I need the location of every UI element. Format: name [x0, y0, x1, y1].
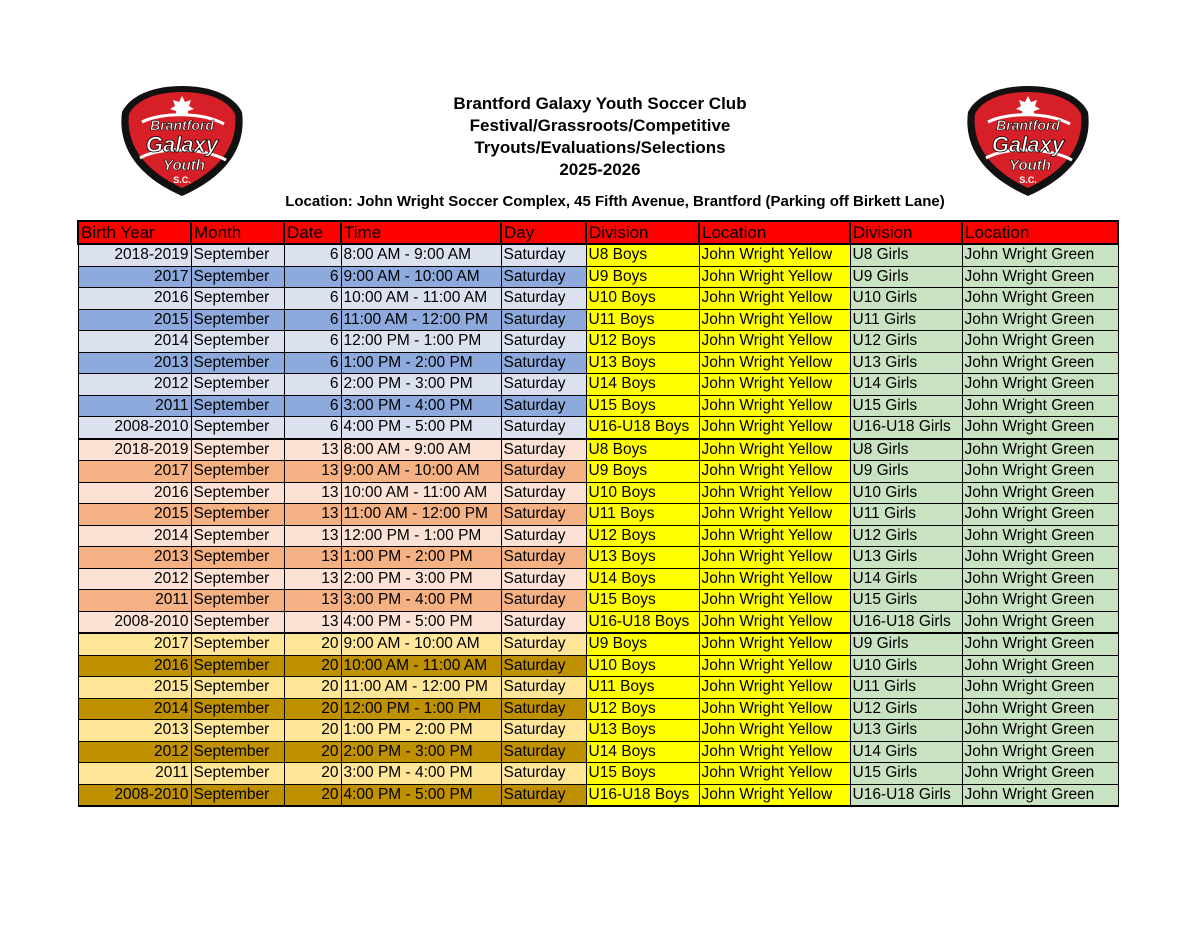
cell-boys-division: U11 Boys — [586, 504, 699, 526]
cell-date: 13 — [284, 461, 341, 483]
table-row — [78, 504, 1118, 526]
cell-girls-location: John Wright Green — [962, 417, 1118, 439]
cell-birth-year: 2013 — [78, 547, 191, 569]
logo-line4: S.C. — [173, 175, 191, 185]
cell-girls-location: John Wright Green — [962, 266, 1118, 288]
cell-day: Saturday — [501, 633, 586, 655]
cell-date: 13 — [284, 439, 341, 461]
cell-birth-year: 2008-2010 — [78, 784, 191, 806]
cell-day: Saturday — [501, 504, 586, 526]
cell-month: September — [191, 525, 284, 547]
cell-month: September — [191, 763, 284, 785]
cell-date: 6 — [284, 266, 341, 288]
cell-month: September — [191, 288, 284, 310]
table-row — [78, 611, 1118, 633]
cell-time: 4:00 PM - 5:00 PM — [341, 611, 501, 633]
table-row — [78, 374, 1118, 396]
table-row — [78, 763, 1118, 785]
table-row — [78, 288, 1118, 310]
table-row — [78, 720, 1118, 742]
cell-date: 13 — [284, 611, 341, 633]
cell-boys-division: U11 Boys — [586, 309, 699, 331]
logo-line2: Galaxy — [145, 132, 219, 157]
cell-birth-year: 2012 — [78, 568, 191, 590]
cell-day: Saturday — [501, 288, 586, 310]
club-logo-right — [958, 82, 1098, 200]
cell-date: 20 — [284, 677, 341, 699]
cell-day: Saturday — [501, 439, 586, 461]
cell-boys-division: U10 Boys — [586, 288, 699, 310]
cell-girls-location: John Wright Green — [962, 741, 1118, 763]
cell-boys-location: John Wright Yellow — [699, 633, 850, 655]
shield-logo-icon — [112, 82, 252, 200]
cell-boys-location: John Wright Yellow — [699, 677, 850, 699]
cell-month: September — [191, 395, 284, 417]
cell-time: 3:00 PM - 4:00 PM — [341, 395, 501, 417]
cell-boys-location: John Wright Yellow — [699, 417, 850, 439]
cell-time: 10:00 AM - 11:00 AM — [341, 655, 501, 677]
cell-time: 11:00 AM - 12:00 PM — [341, 309, 501, 331]
cell-boys-location: John Wright Yellow — [699, 720, 850, 742]
cell-birth-year: 2014 — [78, 525, 191, 547]
col-header-girls-division: Division — [850, 221, 962, 244]
cell-date: 20 — [284, 741, 341, 763]
col-header-boys-division: Division — [586, 221, 699, 244]
cell-day: Saturday — [501, 525, 586, 547]
club-logo-left — [112, 82, 252, 200]
title-programs: Festival/Grassroots/Competitive — [469, 116, 731, 135]
cell-date: 6 — [284, 288, 341, 310]
cell-time: 8:00 AM - 9:00 AM — [341, 439, 501, 461]
cell-birth-year: 2016 — [78, 288, 191, 310]
cell-month: September — [191, 417, 284, 439]
cell-day: Saturday — [501, 395, 586, 417]
logo-line3: Youth — [163, 157, 205, 174]
cell-boys-division: U16-U18 Boys — [586, 417, 699, 439]
col-header-boys-location: Location — [699, 221, 850, 244]
cell-girls-division: U10 Girls — [850, 655, 962, 677]
table-row — [78, 655, 1118, 677]
cell-day: Saturday — [501, 655, 586, 677]
table-row — [78, 525, 1118, 547]
cell-girls-division: U11 Girls — [850, 309, 962, 331]
cell-birth-year: 2017 — [78, 266, 191, 288]
cell-date: 13 — [284, 547, 341, 569]
cell-date: 20 — [284, 698, 341, 720]
cell-boys-division: U9 Boys — [586, 633, 699, 655]
col-header-time: Time — [341, 221, 501, 244]
cell-boys-division: U15 Boys — [586, 590, 699, 612]
cell-boys-location: John Wright Yellow — [699, 525, 850, 547]
cell-month: September — [191, 244, 284, 266]
cell-date: 13 — [284, 525, 341, 547]
cell-boys-location: John Wright Yellow — [699, 504, 850, 526]
cell-girls-division: U9 Girls — [850, 266, 962, 288]
cell-month: September — [191, 331, 284, 353]
cell-month: September — [191, 698, 284, 720]
cell-girls-location: John Wright Green — [962, 784, 1118, 806]
logo-line1: Brantford — [150, 117, 214, 133]
cell-boys-division: U10 Boys — [586, 655, 699, 677]
cell-girls-division: U16-U18 Girls — [850, 611, 962, 633]
logo-line2: Galaxy — [991, 132, 1065, 157]
cell-month: September — [191, 374, 284, 396]
cell-boys-location: John Wright Yellow — [699, 482, 850, 504]
col-header-birth-year: Birth Year — [78, 221, 191, 244]
cell-boys-division: U10 Boys — [586, 482, 699, 504]
cell-month: September — [191, 266, 284, 288]
document-title — [300, 93, 900, 181]
cell-boys-division: U16-U18 Boys — [586, 784, 699, 806]
cell-boys-division: U9 Boys — [586, 461, 699, 483]
cell-birth-year: 2008-2010 — [78, 611, 191, 633]
cell-girls-division: U9 Girls — [850, 461, 962, 483]
cell-time: 12:00 PM - 1:00 PM — [341, 331, 501, 353]
cell-time: 10:00 AM - 11:00 AM — [341, 288, 501, 310]
table-row — [78, 439, 1118, 461]
cell-month: September — [191, 741, 284, 763]
cell-boys-location: John Wright Yellow — [699, 309, 850, 331]
cell-girls-location: John Wright Green — [962, 482, 1118, 504]
cell-boys-division: U13 Boys — [586, 352, 699, 374]
cell-month: September — [191, 568, 284, 590]
cell-boys-location: John Wright Yellow — [699, 655, 850, 677]
cell-girls-division: U12 Girls — [850, 698, 962, 720]
cell-birth-year: 2018-2019 — [78, 439, 191, 461]
cell-boys-location: John Wright Yellow — [699, 763, 850, 785]
cell-day: Saturday — [501, 266, 586, 288]
col-header-girls-location: Location — [962, 221, 1118, 244]
cell-month: September — [191, 784, 284, 806]
cell-time: 9:00 AM - 10:00 AM — [341, 633, 501, 655]
cell-day: Saturday — [501, 784, 586, 806]
cell-girls-location: John Wright Green — [962, 698, 1118, 720]
title-club-name: Brantford Galaxy Youth Soccer Club — [453, 94, 747, 113]
logo-line1: Brantford — [996, 117, 1060, 133]
cell-girls-division: U13 Girls — [850, 352, 962, 374]
table-row — [78, 395, 1118, 417]
table-row — [78, 266, 1118, 288]
cell-girls-location: John Wright Green — [962, 720, 1118, 742]
cell-date: 6 — [284, 309, 341, 331]
table-row — [78, 633, 1118, 655]
cell-time: 2:00 PM - 3:00 PM — [341, 568, 501, 590]
cell-time: 1:00 PM - 2:00 PM — [341, 720, 501, 742]
cell-birth-year: 2013 — [78, 352, 191, 374]
cell-boys-location: John Wright Yellow — [699, 461, 850, 483]
cell-day: Saturday — [501, 309, 586, 331]
cell-girls-division: U13 Girls — [850, 720, 962, 742]
cell-birth-year: 2015 — [78, 309, 191, 331]
cell-girls-location: John Wright Green — [962, 525, 1118, 547]
table-row — [78, 331, 1118, 353]
cell-birth-year: 2015 — [78, 677, 191, 699]
cell-time: 3:00 PM - 4:00 PM — [341, 763, 501, 785]
cell-birth-year: 2014 — [78, 698, 191, 720]
cell-day: Saturday — [501, 547, 586, 569]
cell-time: 10:00 AM - 11:00 AM — [341, 482, 501, 504]
cell-time: 11:00 AM - 12:00 PM — [341, 677, 501, 699]
shield-logo-icon — [958, 82, 1098, 200]
cell-month: September — [191, 611, 284, 633]
cell-boys-location: John Wright Yellow — [699, 244, 850, 266]
table-row — [78, 784, 1118, 806]
cell-girls-division: U12 Girls — [850, 331, 962, 353]
cell-birth-year: 2011 — [78, 763, 191, 785]
cell-girls-location: John Wright Green — [962, 590, 1118, 612]
table-row — [78, 309, 1118, 331]
cell-girls-division: U16-U18 Girls — [850, 417, 962, 439]
cell-boys-division: U8 Boys — [586, 244, 699, 266]
cell-day: Saturday — [501, 352, 586, 374]
cell-date: 6 — [284, 374, 341, 396]
logo-line3: Youth — [1009, 157, 1051, 174]
cell-birth-year: 2012 — [78, 374, 191, 396]
cell-month: September — [191, 655, 284, 677]
table-row — [78, 461, 1118, 483]
cell-girls-location: John Wright Green — [962, 374, 1118, 396]
cell-date: 13 — [284, 590, 341, 612]
location-line: Location: John Wright Soccer Complex, 45 Fifth Avenue, Brantford (Parking off Birkett Lane) — [285, 193, 945, 210]
cell-girls-location: John Wright Green — [962, 633, 1118, 655]
table-row — [78, 590, 1118, 612]
table-row — [78, 482, 1118, 504]
cell-boys-division: U16-U18 Boys — [586, 611, 699, 633]
cell-boys-location: John Wright Yellow — [699, 590, 850, 612]
col-header-day: Day — [501, 221, 586, 244]
cell-date: 20 — [284, 655, 341, 677]
cell-time: 2:00 PM - 3:00 PM — [341, 741, 501, 763]
cell-girls-location: John Wright Green — [962, 504, 1118, 526]
cell-girls-location: John Wright Green — [962, 352, 1118, 374]
cell-boys-division: U14 Boys — [586, 568, 699, 590]
cell-girls-location: John Wright Green — [962, 461, 1118, 483]
cell-girls-location: John Wright Green — [962, 655, 1118, 677]
cell-boys-division: U15 Boys — [586, 763, 699, 785]
cell-day: Saturday — [501, 568, 586, 590]
cell-boys-division: U13 Boys — [586, 547, 699, 569]
cell-girls-location: John Wright Green — [962, 244, 1118, 266]
cell-day: Saturday — [501, 482, 586, 504]
cell-girls-division: U11 Girls — [850, 504, 962, 526]
cell-day: Saturday — [501, 244, 586, 266]
cell-boys-location: John Wright Yellow — [699, 331, 850, 353]
cell-date: 13 — [284, 568, 341, 590]
cell-girls-location: John Wright Green — [962, 395, 1118, 417]
cell-boys-location: John Wright Yellow — [699, 547, 850, 569]
cell-boys-division: U14 Boys — [586, 741, 699, 763]
cell-month: September — [191, 352, 284, 374]
cell-girls-division: U8 Girls — [850, 439, 962, 461]
cell-birth-year: 2016 — [78, 482, 191, 504]
cell-date: 20 — [284, 763, 341, 785]
cell-girls-division: U14 Girls — [850, 741, 962, 763]
cell-girls-location: John Wright Green — [962, 309, 1118, 331]
schedule-body — [78, 244, 1118, 806]
cell-day: Saturday — [501, 331, 586, 353]
cell-time: 8:00 AM - 9:00 AM — [341, 244, 501, 266]
cell-day: Saturday — [501, 763, 586, 785]
cell-boys-division: U9 Boys — [586, 266, 699, 288]
cell-date: 6 — [284, 395, 341, 417]
cell-month: September — [191, 461, 284, 483]
cell-girls-location: John Wright Green — [962, 763, 1118, 785]
table-row — [78, 547, 1118, 569]
table-header-row — [78, 221, 1118, 244]
cell-girls-division: U9 Girls — [850, 633, 962, 655]
schedule-table — [77, 220, 1119, 807]
cell-date: 13 — [284, 482, 341, 504]
cell-boys-location: John Wright Yellow — [699, 741, 850, 763]
cell-birth-year: 2017 — [78, 633, 191, 655]
cell-boys-division: U15 Boys — [586, 395, 699, 417]
cell-month: September — [191, 504, 284, 526]
cell-boys-division: U12 Boys — [586, 525, 699, 547]
cell-boys-location: John Wright Yellow — [699, 568, 850, 590]
col-header-month: Month — [191, 221, 284, 244]
cell-month: September — [191, 547, 284, 569]
cell-day: Saturday — [501, 590, 586, 612]
cell-month: September — [191, 439, 284, 461]
cell-girls-division: U14 Girls — [850, 374, 962, 396]
cell-birth-year: 2016 — [78, 655, 191, 677]
cell-time: 12:00 PM - 1:00 PM — [341, 525, 501, 547]
cell-boys-location: John Wright Yellow — [699, 352, 850, 374]
cell-boys-division: U8 Boys — [586, 439, 699, 461]
cell-boys-division: U12 Boys — [586, 331, 699, 353]
cell-birth-year: 2013 — [78, 720, 191, 742]
cell-month: September — [191, 590, 284, 612]
cell-girls-division: U10 Girls — [850, 482, 962, 504]
table-row — [78, 698, 1118, 720]
cell-month: September — [191, 633, 284, 655]
cell-girls-division: U8 Girls — [850, 244, 962, 266]
cell-time: 9:00 AM - 10:00 AM — [341, 266, 501, 288]
cell-date: 20 — [284, 633, 341, 655]
cell-day: Saturday — [501, 741, 586, 763]
cell-girls-division: U15 Girls — [850, 590, 962, 612]
cell-birth-year: 2017 — [78, 461, 191, 483]
cell-date: 6 — [284, 244, 341, 266]
cell-birth-year: 2011 — [78, 395, 191, 417]
cell-month: September — [191, 309, 284, 331]
cell-girls-location: John Wright Green — [962, 677, 1118, 699]
cell-girls-location: John Wright Green — [962, 547, 1118, 569]
cell-birth-year: 2008-2010 — [78, 417, 191, 439]
cell-girls-division: U14 Girls — [850, 568, 962, 590]
cell-date: 6 — [284, 417, 341, 439]
cell-boys-location: John Wright Yellow — [699, 374, 850, 396]
cell-girls-location: John Wright Green — [962, 288, 1118, 310]
cell-birth-year: 2011 — [78, 590, 191, 612]
cell-girls-division: U11 Girls — [850, 677, 962, 699]
title-season: 2025-2026 — [559, 160, 641, 179]
cell-day: Saturday — [501, 677, 586, 699]
cell-girls-location: John Wright Green — [962, 568, 1118, 590]
cell-boys-division: U14 Boys — [586, 374, 699, 396]
col-header-date: Date — [284, 221, 341, 244]
cell-boys-location: John Wright Yellow — [699, 439, 850, 461]
cell-boys-location: John Wright Yellow — [699, 611, 850, 633]
cell-girls-location: John Wright Green — [962, 439, 1118, 461]
cell-day: Saturday — [501, 720, 586, 742]
cell-boys-location: John Wright Yellow — [699, 266, 850, 288]
cell-time: 1:00 PM - 2:00 PM — [341, 547, 501, 569]
cell-girls-division: U12 Girls — [850, 525, 962, 547]
cell-month: September — [191, 482, 284, 504]
cell-time: 2:00 PM - 3:00 PM — [341, 374, 501, 396]
title-event-types: Tryouts/Evaluations/Selections — [474, 138, 726, 157]
cell-boys-location: John Wright Yellow — [699, 395, 850, 417]
table-row — [78, 352, 1118, 374]
cell-boys-location: John Wright Yellow — [699, 698, 850, 720]
cell-time: 3:00 PM - 4:00 PM — [341, 590, 501, 612]
cell-day: Saturday — [501, 698, 586, 720]
table-row — [78, 417, 1118, 439]
cell-date: 6 — [284, 352, 341, 374]
cell-date: 20 — [284, 720, 341, 742]
cell-girls-division: U13 Girls — [850, 547, 962, 569]
table-row — [78, 741, 1118, 763]
cell-date: 13 — [284, 504, 341, 526]
cell-day: Saturday — [501, 461, 586, 483]
cell-girls-division: U16-U18 Girls — [850, 784, 962, 806]
cell-time: 9:00 AM - 10:00 AM — [341, 461, 501, 483]
cell-time: 4:00 PM - 5:00 PM — [341, 417, 501, 439]
cell-month: September — [191, 677, 284, 699]
cell-time: 11:00 AM - 12:00 PM — [341, 504, 501, 526]
cell-time: 4:00 PM - 5:00 PM — [341, 784, 501, 806]
cell-day: Saturday — [501, 374, 586, 396]
table-row — [78, 568, 1118, 590]
cell-girls-division: U15 Girls — [850, 763, 962, 785]
cell-birth-year: 2018-2019 — [78, 244, 191, 266]
table-row — [78, 244, 1118, 266]
cell-girls-division: U10 Girls — [850, 288, 962, 310]
cell-boys-division: U12 Boys — [586, 698, 699, 720]
cell-day: Saturday — [501, 611, 586, 633]
table-row — [78, 677, 1118, 699]
cell-time: 12:00 PM - 1:00 PM — [341, 698, 501, 720]
cell-girls-location: John Wright Green — [962, 331, 1118, 353]
cell-boys-location: John Wright Yellow — [699, 288, 850, 310]
cell-birth-year: 2012 — [78, 741, 191, 763]
cell-boys-division: U13 Boys — [586, 720, 699, 742]
cell-boys-division: U11 Boys — [586, 677, 699, 699]
cell-month: September — [191, 720, 284, 742]
cell-birth-year: 2015 — [78, 504, 191, 526]
cell-time: 1:00 PM - 2:00 PM — [341, 352, 501, 374]
cell-date: 6 — [284, 331, 341, 353]
cell-girls-division: U15 Girls — [850, 395, 962, 417]
logo-line4: S.C. — [1019, 175, 1037, 185]
cell-birth-year: 2014 — [78, 331, 191, 353]
cell-girls-location: John Wright Green — [962, 611, 1118, 633]
cell-day: Saturday — [501, 417, 586, 439]
cell-date: 20 — [284, 784, 341, 806]
cell-boys-location: John Wright Yellow — [699, 784, 850, 806]
